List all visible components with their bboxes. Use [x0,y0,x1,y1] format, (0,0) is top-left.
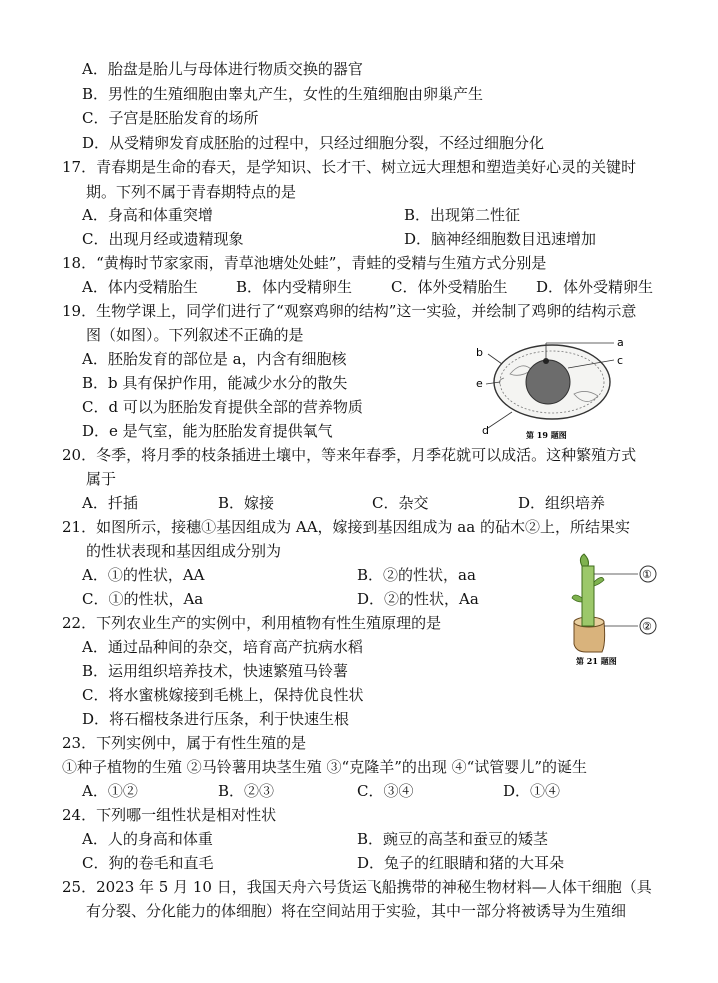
q17-stem-line2: 期。下列不属于青春期特点的是 [86,183,297,201]
q21-stem-line2: 的性状表现和基因组成分别为 [86,542,282,560]
q20-option-c: C．杂交 [372,494,429,512]
egg-label-e: e [476,377,483,390]
q23-option-c: C．③④ [357,782,414,800]
q21-option-c: C．①的性状，Aa [82,590,204,608]
q23-option-d: D．①④ [503,782,561,800]
q19-stem-line1: 19．生物学课上，同学们进行了“观察鸡卵的结构”这一实验，并绘制了鸡卵的结构示意 [62,302,637,320]
q20-option-d: D．组织培养 [518,494,606,512]
q17-option-a: A．身高和体重突增 [82,206,213,224]
scion [582,566,594,626]
q20-stem-line1: 20．冬季，将月季的枝条插进土壤中，等来年春季，月季花就可以成活。这种繁殖方式 [62,446,637,464]
q21-stem-line1: 21．如图所示，接穗①基因组成为 AA，嫁接到基因组成为 aa 的砧木②上，所结果实 [62,518,630,536]
q22-option-a: A．通过品种间的杂交，培育高产抗病水稻 [82,638,363,656]
q18-option-d: D．体外受精卵生 [536,278,654,296]
egg-label-a: a [617,336,624,349]
q20-option-a: A．扦插 [82,494,138,512]
q17-stem-line1: 17．青春期是生命的春天，是学知识、长才干、树立远大理想和塑造美好心灵的关键时 [62,158,637,176]
q18-stem: 18．“黄梅时节家家雨，青草池塘处处蛙”，青蛙的受精与生殖方式分别是 [62,254,547,272]
q19-option-b: B．b 具有保护作用，能减少水分的散失 [82,374,348,392]
q24-option-b: B．豌豆的高茎和蚕豆的矮茎 [357,830,549,848]
q18-option-b: B．体内受精卵生 [236,278,353,296]
q21-option-a: A．①的性状，AA [82,566,205,584]
egg-label-c: c [617,354,624,367]
q23-option-a: A．①② [82,782,138,800]
egg-label-b: b [476,346,483,359]
q19-stem-line2: 图（如图）。下列叙述不正确的是 [86,326,304,344]
q22-stem: 22．下列农业生产的实例中，利用植物有性生殖原理的是 [62,614,442,632]
q24-option-a: A．人的身高和体重 [82,830,213,848]
grafting-diagram [560,552,670,668]
fig21-caption: 第 21 题图 [576,656,617,666]
q23-stem: 23．下列实例中，属于有性生殖的是 [62,734,307,752]
q24-stem: 24．下列哪一组性状是相对性状 [62,806,277,824]
q22-option-b: B．运用组织培养技术，快速繁殖马铃薯 [82,662,349,680]
q23-choices: ①种子植物的生殖 ②马铃薯用块茎生殖 ③“克隆羊”的出现 ④“试管婴儿”的诞生 [62,758,587,776]
q19-option-c: C．d 可以为胚胎发育提供全部的营养物质 [82,398,363,416]
q18-option-a: A．体内受精胎生 [82,278,198,296]
q20-option-b: B．嫁接 [218,494,275,512]
q16-option-d: D．从受精卵发育成胚胎的过程中，只经过细胞分裂，不经过细胞分化 [82,134,545,152]
q16-option-b: B．男性的生殖细胞由睾丸产生，女性的生殖细胞由卵巢产生 [82,85,484,103]
q22-option-c: C．将水蜜桃嫁接到毛桃上，保持优良性状 [82,686,364,704]
q25-stem-line1: 25．2023 年 5 月 10 日，我国天舟六号货运飞船携带的神秘生物材料—人体干细胞（具 [62,878,652,896]
graft-label-1: ① [642,568,652,581]
graft-label-2: ② [642,620,652,633]
q25-stem-line2: 有分裂、分化能力的体细胞）将在空间站用于实验，其中一部分将被诱导为生殖细 [86,902,627,920]
q17-option-d: D．脑神经细胞数目迅速增加 [404,230,597,248]
q19-option-d: D．e 是气室，能为胚胎发育提供氧气 [82,422,333,440]
q22-option-d: D．将石榴枝条进行压条，利于快速生根 [82,710,350,728]
q17-option-b: B．出现第二性征 [404,206,521,224]
egg-structure-diagram [470,334,640,440]
q18-option-c: C．体外受精胎生 [391,278,508,296]
q19-option-a: A．胚胎发育的部位是 a，内含有细胞核 [82,350,347,368]
q17-option-c: C．出现月经或遗精现象 [82,230,244,248]
q24-option-d: D．兔子的红眼睛和猪的大耳朵 [357,854,565,872]
q16-option-c: C．子宫是胚胎发育的场所 [82,109,259,127]
egg-label-d: d [482,424,489,437]
q23-option-b: B．②③ [218,782,275,800]
fig19-caption: 第 19 题图 [526,430,567,440]
q20-stem-line2: 属于 [86,470,117,488]
q21-option-b: B．②的性状，aa [357,566,476,584]
q24-option-c: C．狗的卷毛和直毛 [82,854,214,872]
egg-yolk [526,360,570,404]
q21-option-d: D．②的性状，Aa [357,590,479,608]
q16-option-a: A．胎盘是胎儿与母体进行物质交换的器官 [82,60,363,78]
